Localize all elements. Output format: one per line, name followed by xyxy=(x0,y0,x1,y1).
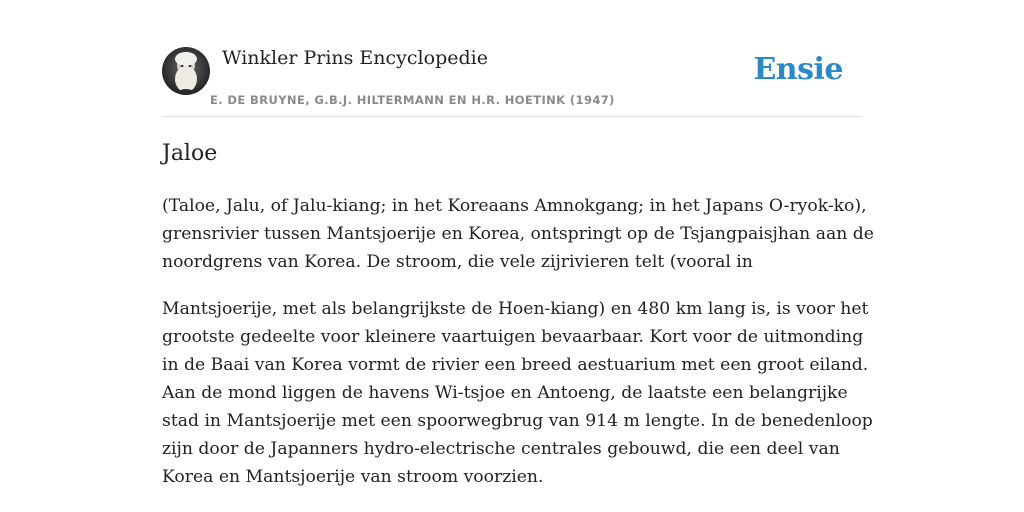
article-paragraph-2: Mantsjoerije, met als belangrijkste de Hoen-kiang) en 480 km lang is, is voor het grootste gedeelte voor kleinere vaartuigen bevaarbaar. Kort voor de uitmonding in de Baai van Korea vormt de rivier een breed aestuarium met een groot eiland. Aan de mond liggen de havens Wi-tsjoe en Antoeng, de laatste een belangrijke stad in Mantsjoerije met een spoorwegbrug van 914 m lengte. In de benedenloop zijn door de Japanners hydro-electrische centrales gebouwd, die een deel van Korea en Mantsjoerije van stroom voorzien. xyxy=(162,299,873,487)
authors-subtitle: E. DE BRUYNE, G.B.J. HILTERMANN EN H.R. HOETINK (1947) xyxy=(210,93,615,107)
article-title: Jaloe xyxy=(162,141,218,166)
portrait-image xyxy=(162,47,210,95)
author-avatar[interactable] xyxy=(162,47,210,95)
brand-logo[interactable]: Ensie xyxy=(753,52,843,87)
header xyxy=(162,46,862,117)
site-title[interactable]: Winkler Prins Encyclopedie xyxy=(222,47,488,69)
article-paragraph-1: (Taloe, Jalu, of Jalu-kiang; in het Koreaans Amnokgang; in het Japans O-ryok-ko), grensrivier tussen Mantsjoerije en Korea, ontspringt op de Tsjangpaisjhan aan de noordgrens van Korea. De stroom, die vele zijrivieren telt (vooral in xyxy=(162,196,874,272)
